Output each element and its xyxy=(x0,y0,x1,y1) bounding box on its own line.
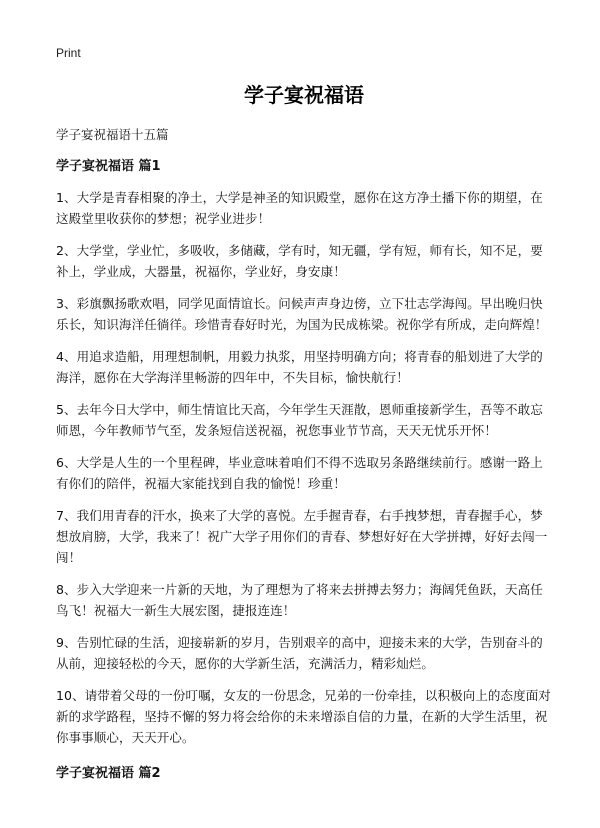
blessing-item-6: 6、大学是人生的一个里程碑，毕业意味着咱们不得不选取另条路继续前行。感谢一路上有你们的陪伴，祝福大家能找到自我的愉悦！珍重！ xyxy=(56,455,543,491)
blessing-item-7: 7、我们用青春的汗水，换来了大学的喜悦。左手握青春，右手拽梦想，青春握手心，梦想放肩膀，大学，我来了！祝广大学子用你们的青春、梦想好好在大学拼搏，好好去闯一闯！ xyxy=(56,508,548,565)
blessing-item-9: 9、告别忙碌的生活，迎接崭新的岁月，告别艰辛的高中，迎接未来的大学，告别奋斗的从前，迎接轻松的今天，愿你的大学新生活，充满活力，精彩灿烂。 xyxy=(56,635,543,671)
section-heading-2: 学子宴祝福语 篇2 xyxy=(56,766,161,781)
print-link[interactable]: Print xyxy=(56,46,81,60)
blessing-item-4: 4、用追求造船，用理想制帆，用毅力执浆，用坚持明确方向；将青春的船划进了大学的海洋，愿你在大学海洋里畅游的四年中，不失目标，愉快航行！ xyxy=(56,349,543,385)
section-1-items xyxy=(56,187,552,748)
section-heading-1: 学子宴祝福语 篇1 xyxy=(56,159,161,174)
page-title: 学子宴祝福语 xyxy=(244,83,364,107)
document-subtitle: 学子宴祝福语十五篇 xyxy=(56,127,169,142)
blessing-item-8: 8、步入大学迎来一片新的天地，为了理想为了将来去拼搏去努力；海阔凭鱼跃，天高任鸟飞！祝福大一新生大展宏图，捷报连连！ xyxy=(56,582,543,618)
blessing-item-2: 2、大学堂，学业忙，多吸收，多储藏，学有时，知无疆，学有短，师有长，知不足，要补上，学业成，大器量，祝福你，学业好，身安康！ xyxy=(56,243,543,279)
blessing-item-1: 1、大学是青春相聚的净土，大学是神圣的知识殿堂，愿你在这方净土播下你的期望，在这殿堂里收获你的梦想；祝学业进步！ xyxy=(56,190,543,226)
blessing-item-5: 5、去年今日大学中，师生情谊比天高，今年学生天涯散，恩师重接新学生，吾等不敢忘师恩，今年教师节气至，发条短信送祝福，祝您事业节节高，天天无忧乐开怀！ xyxy=(56,402,543,438)
blessing-item-3: 3、彩旗飘扬歌欢唱，同学见面情谊长。问候声声身边傍，立下壮志学海闯。早出晚归快乐长，知识海洋任徜徉。珍惜青春好时光，为国为民成栋梁。祝你学有所成，走向辉煌！ xyxy=(56,296,548,332)
blessing-item-10: 10、请带着父母的一份叮嘱，女友的一份思念，兄弟的一份牵挂，以积极向上的态度面对新的求学路程，坚持不懈的努力将会给你的未来增添自信的力量，在新的大学生活里，祝你事事顺心，天天开心。 xyxy=(56,688,551,745)
